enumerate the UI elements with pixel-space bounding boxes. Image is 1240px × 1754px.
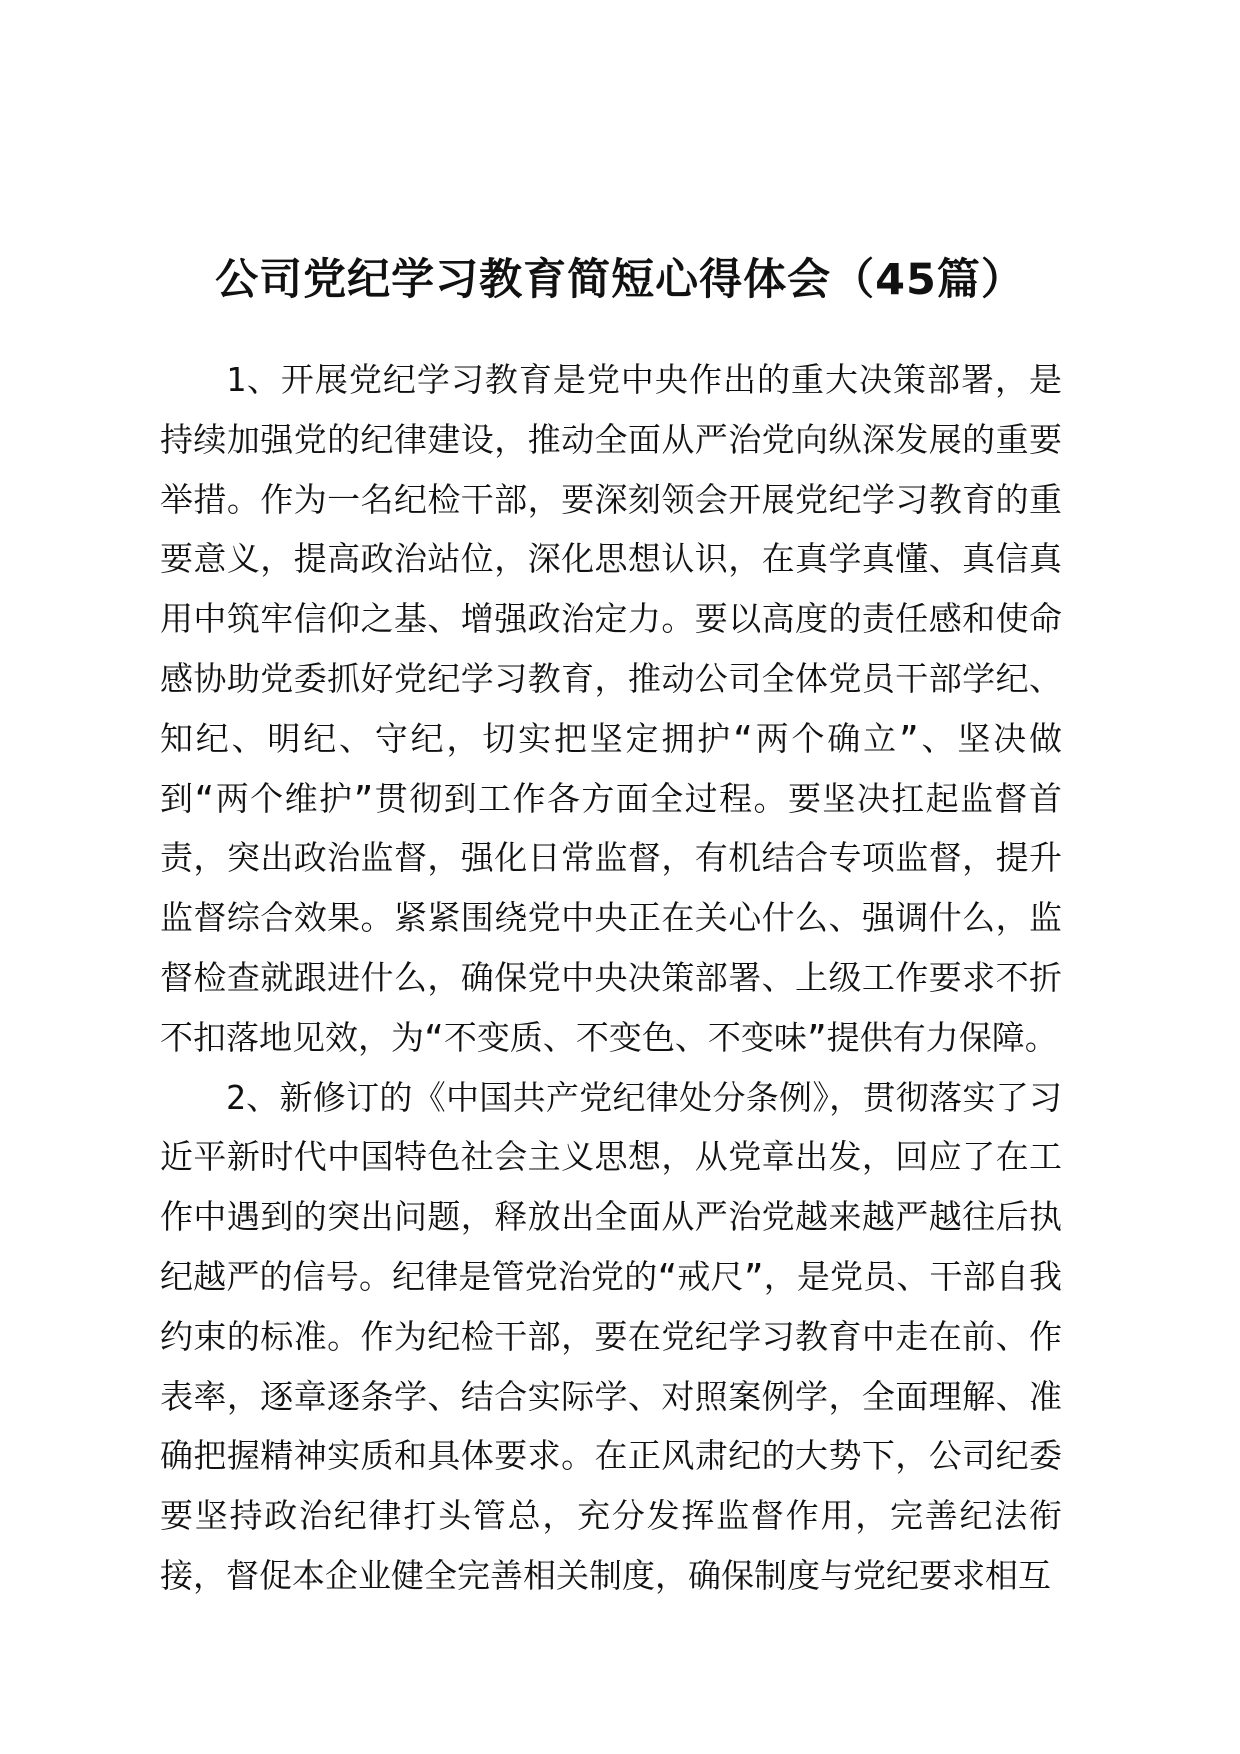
- document-body: [160, 350, 1062, 1606]
- paragraph-2: 2、新修订的《中国共产党纪律处分条例》，贯彻落实了习近平新时代中国特色社会主义思想，从党章出发，回应了在工作中遇到的突出问题，释放出全面从严治党越来越严越往后执纪越严的信号。纪律是管党治党的“戒尺”，是党员、干部自我约束的标准。作为纪检干部，要在党纪学习教育中走在前、作表率，逐章逐条学、结合实际学、对照案例学，全面理解、准确把握精神实质和具体要求。在正风肃纪的大势下，公司纪委要坚持政治纪律打头管总，充分发挥监督作用，完善纪法衔接，督促本企业健全完善相关制度，确保制度与党纪要求相互: [160, 1077, 1062, 1595]
- paragraph-1: 1、开展党纪学习教育是党中央作出的重大决策部署，是持续加强党的纪律建设，推动全面从严治党向纵深发展的重要举措。作为一名纪检干部，要深刻领会开展党纪学习教育的重要意义，提高政治站位，深化思想认识，在真学真懂、真信真用中筑牢信仰之基、增强政治定力。要以高度的责任感和使命感协助党委抓好党纪学习教育，推动公司全体党员干部学纪、知纪、明纪、守纪，切实把坚定拥护“两个确立”、坚决做到“两个维护”贯彻到工作各方面全过程。要坚决扛起监督首责，突出政治监督，强化日常监督，有机结合专项监督，提升监督综合效果。紧紧围绕党中央正在关心什么、强调什么，监督检查就跟进什么，确保党中央决策部署、上级工作要求不折不扣落地见效，为“不变质、不变色、不变味”提供有力保障。: [160, 360, 1062, 1057]
- document-title: 公司党纪学习教育简短心得体会（45篇）: [215, 255, 1025, 305]
